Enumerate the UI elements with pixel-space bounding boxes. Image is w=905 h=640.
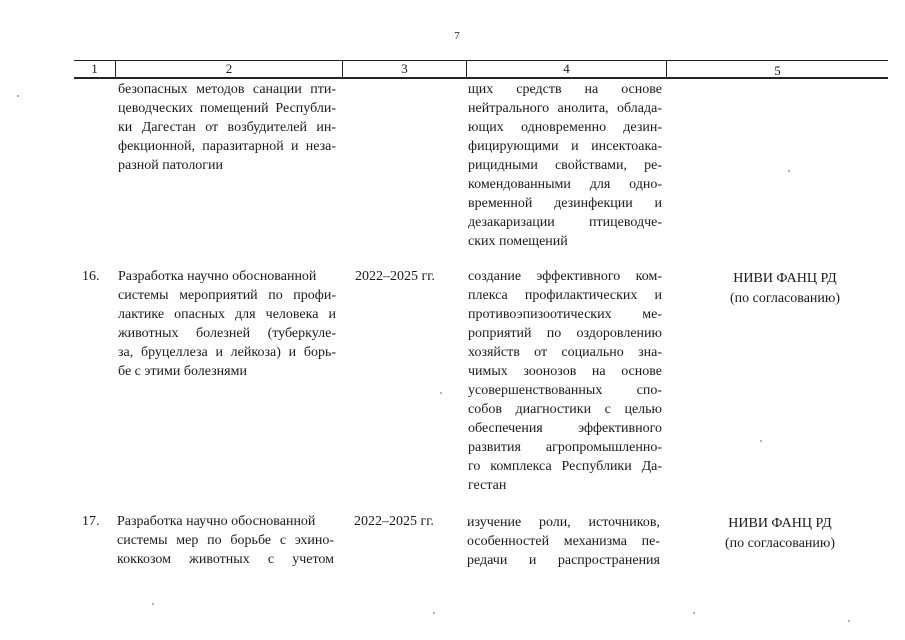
text-line: системы мероприятий по профи- xyxy=(118,288,336,303)
text-line: рицидными свойствами, ре- xyxy=(468,158,662,173)
header-col-2: 2 xyxy=(225,61,233,76)
text-line: ки Дагестан от возбудителей ин- xyxy=(118,120,336,135)
text-line: усовершенствованных спо- xyxy=(468,383,662,398)
text-line: роприятий по оздоровлению xyxy=(468,326,662,341)
text-line: системы мер по борьбе с эхино- xyxy=(117,533,334,548)
header-col-5: 5 xyxy=(774,63,781,78)
text-line: бе с этими болезнями xyxy=(118,364,247,379)
text-line: развития агропромышленно- xyxy=(468,440,662,455)
header-col-1: 1 xyxy=(91,61,98,76)
text-line: собов диагностики с целью xyxy=(468,402,662,417)
scan-speck xyxy=(17,95,19,97)
row-executor xyxy=(700,514,860,554)
text-line: редачи и распространения xyxy=(467,553,660,568)
text-line: безопасных методов санации пти- xyxy=(118,82,336,97)
row-result xyxy=(467,513,660,570)
text-line: нейтрального анолита, облада- xyxy=(468,101,662,116)
text-line: фекционной, паразитарной и неза- xyxy=(118,139,336,154)
row-title xyxy=(117,512,334,569)
text-line: за, бруцеллеза и лейкоза) и борь- xyxy=(118,345,336,360)
scan-speck xyxy=(788,170,790,172)
scan-speck xyxy=(440,392,442,394)
row-result xyxy=(468,267,662,495)
continuation-title xyxy=(118,80,336,175)
text-line: цеводческих помещений Республи- xyxy=(118,101,336,116)
text-line: временной дезинфекции и xyxy=(468,196,662,211)
table-header-row xyxy=(74,60,888,78)
text-line: Разработка научно обоснованной xyxy=(118,269,317,284)
text-line: лактике опасных для человека и xyxy=(118,307,336,322)
text-line: ющих одновременно дезин- xyxy=(468,120,662,135)
header-col-3: 3 xyxy=(401,61,408,76)
text-line: особенностей механизма пе- xyxy=(467,534,660,549)
text-line: го комплекса Республики Да- xyxy=(468,459,662,474)
text-line: создание эффективного ком- xyxy=(468,269,662,284)
text-line: хозяйств от социально зна- xyxy=(468,345,662,360)
page-number: 7 xyxy=(454,30,460,42)
text-line: гестан xyxy=(468,478,507,493)
scan-speck xyxy=(760,440,762,442)
text-line: изучение роли, источников, xyxy=(467,515,660,530)
scan-speck xyxy=(152,603,154,605)
row-number: 16. xyxy=(82,269,100,284)
executor-name: НИВИ ФАНЦ РД xyxy=(733,271,837,286)
header-col-4: 4 xyxy=(563,61,570,76)
executor-note: (по согласованию) xyxy=(729,291,841,306)
text-line: разной патологии xyxy=(118,158,224,173)
text-line: животных болезней (туберкуле- xyxy=(118,326,336,341)
executor-name: НИВИ ФАНЦ РД xyxy=(728,516,832,531)
text-line: чимых зоонозов на основе xyxy=(468,364,662,379)
scan-speck xyxy=(848,620,850,622)
text-line: дезакаризации птицеводче- xyxy=(468,215,662,230)
text-line: коккозом животных с учетом xyxy=(117,552,334,567)
row-period: 2022–2025 гг. xyxy=(355,269,435,284)
row-number: 17. xyxy=(82,514,100,529)
text-line: фицирующими и инсектоака- xyxy=(468,139,662,154)
scan-speck xyxy=(433,612,435,614)
text-line: плекса профилактических и xyxy=(468,288,662,303)
text-line: комендованными для одно- xyxy=(468,177,662,192)
text-line: обеспечения эффективного xyxy=(468,421,662,436)
row-period: 2022–2025 гг. xyxy=(354,514,434,529)
row-title xyxy=(118,267,336,381)
text-line: Разработка научно обоснованной xyxy=(117,514,316,529)
text-line: ских помещений xyxy=(468,234,568,249)
row-executor xyxy=(705,269,865,309)
continuation-result xyxy=(468,80,662,251)
executor-note: (по согласованию) xyxy=(724,536,836,551)
text-line: противоэпизоотических ме- xyxy=(468,307,662,322)
text-line: щих средств на основе xyxy=(468,82,662,97)
scan-speck xyxy=(693,612,695,614)
